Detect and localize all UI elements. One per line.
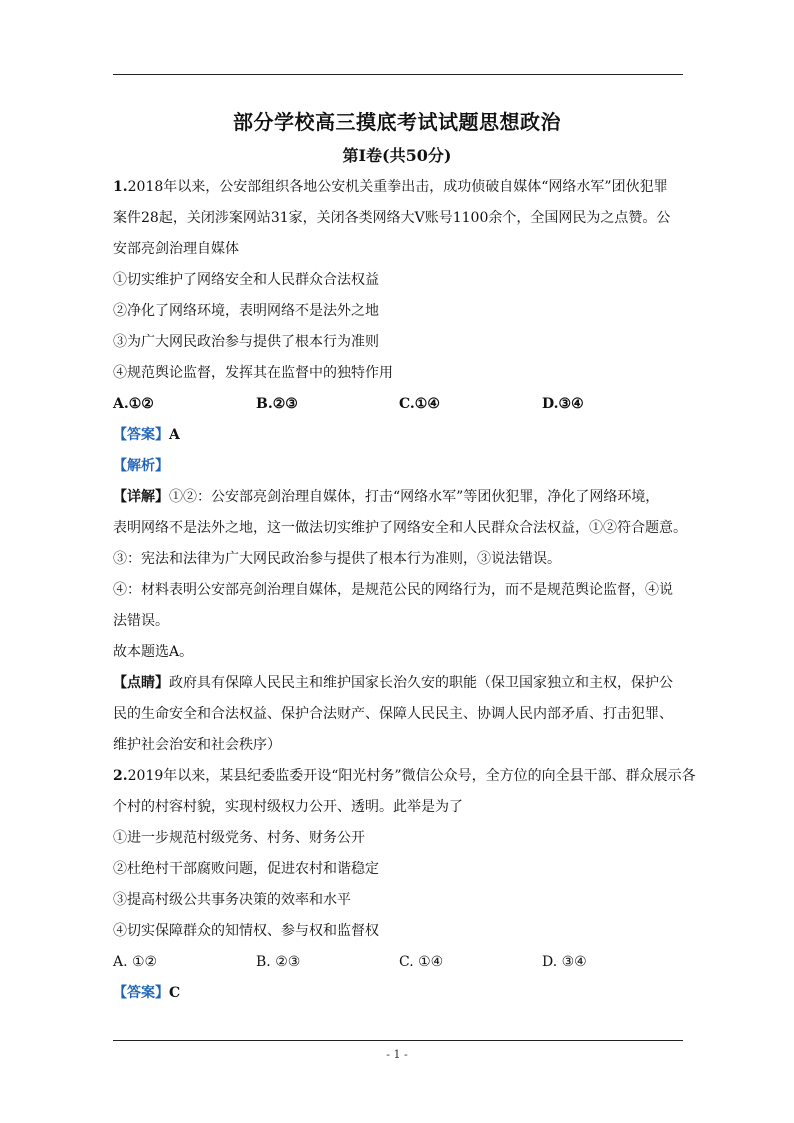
q1-item-3: ③为广大网民政治参与提供了根本行为准则 — [113, 334, 379, 350]
q1-number: 1. — [113, 179, 128, 195]
q2-options — [113, 947, 685, 978]
q1-stem-line-3: 安部亮剑治理自媒体 — [113, 241, 239, 257]
page-title: 部分学校高三摸底考试试题思想政治 — [233, 110, 561, 134]
document-body — [113, 172, 696, 1009]
q2-stem-line-2: 个村的村容村貌，实现村级权力公开、透明。此举是为了 — [113, 799, 463, 815]
q1-note-line-3: 维护社会治安和社会秩序） — [113, 737, 281, 753]
answer-value: A — [169, 427, 180, 443]
answer-value: C — [169, 985, 181, 1001]
q1-item-1: ①切实维护了网络安全和人民群众合法权益 — [113, 272, 379, 288]
footer-rule — [113, 1040, 683, 1041]
q2-item-1: ①进一步规范村级党务、村务、财务公开 — [113, 830, 365, 846]
q1-answer — [113, 420, 685, 451]
q1-detail-line-6: 故本题选A。 — [113, 644, 194, 660]
detail-tag: 【详解】 — [113, 489, 169, 505]
q1-detail-line-1: 【详解】①②：公安部亮剑治理自媒体，打击“网络水军”等团伙犯罪，净化了网络环境， — [113, 489, 660, 505]
q2-option-c: C. ①④ — [399, 954, 444, 970]
analysis-tag: 【解析】 — [113, 458, 169, 474]
q1-note-line-2: 民的生命安全和合法权益、保护合法财产、保障人民民主、协调人民内部矛盾、打击犯罪、 — [113, 706, 673, 722]
header-rule — [113, 74, 683, 75]
q1-detail-line-4: ④：材料表明公安部亮剑治理自媒体，是规范公民的网络行为，而不是规范舆论监督，④说 — [113, 582, 673, 598]
q1-item-4: ④规范舆论监督，发挥其在监督中的独特作用 — [113, 365, 393, 381]
page-number: - 1 - — [386, 1048, 408, 1061]
q1-options — [113, 389, 685, 420]
q1-detail-line-5: 法错误。 — [113, 613, 169, 629]
q2-option-a: A. ①② — [113, 954, 158, 970]
q1-option-a: A.①② — [113, 396, 154, 412]
note-tag: 【点睛】 — [113, 675, 169, 691]
answer-tag: 【答案】 — [113, 427, 169, 443]
q1-detail-line-2: 表明网络不是法外之地，这一做法切实维护了网络安全和人民群众合法权益，①②符合题意。 — [113, 520, 687, 536]
q1-detail-line-3: ③：宪法和法律为广大网民政治参与提供了根本行为准则，③说法错误。 — [113, 551, 561, 567]
q2-option-d: D. ③④ — [542, 954, 587, 970]
q2-stem-line-1: 2.2019年以来，某县纪委监委开设“阳光村务”微信公众号，全方位的向全县干部、群众展示各 — [113, 768, 696, 784]
q2-item-3: ③提高村级公共事务决策的效率和水平 — [113, 892, 351, 908]
q1-option-d: D.③④ — [542, 396, 584, 412]
q1-item-2: ②净化了网络环境，表明网络不是法外之地 — [113, 303, 379, 319]
q2-item-2: ②杜绝村干部腐败问题，促进农村和谐稳定 — [113, 861, 379, 877]
q1-option-b: B.②③ — [256, 396, 298, 412]
q1-stem-line-2: 案件28起，关闭涉案网站31家，关闭各类网络大V账号1100余个，全国网民为之点赞。公 — [113, 210, 671, 226]
q2-option-b: B. ②③ — [256, 954, 301, 970]
q1-stem-line-1: 1.2018年以来，公安部组织各地公安机关重拳出击，成功侦破自媒体“网络水军”团伙犯罪 — [113, 179, 668, 195]
answer-tag: 【答案】 — [113, 985, 169, 1001]
q1-note-line-1: 【点睛】政府具有保障人民民主和维护国家长治久安的职能（保卫国家独立和主权，保护公 — [113, 675, 673, 691]
q1-option-c: C.①④ — [399, 396, 440, 412]
section-subtitle: 第Ⅰ卷(共50分) — [342, 146, 452, 165]
q2-answer — [113, 978, 685, 1009]
q1-analysis — [113, 451, 685, 482]
q2-number: 2. — [113, 768, 128, 784]
q2-item-4: ④切实保障群众的知情权、参与权和监督权 — [113, 923, 379, 939]
